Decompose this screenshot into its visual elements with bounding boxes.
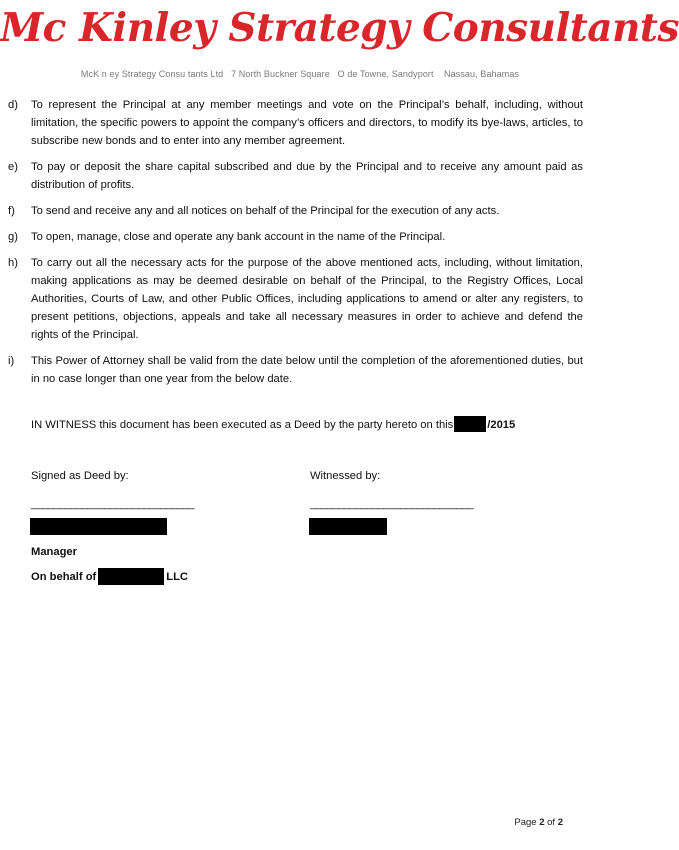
clause-f bbox=[8, 202, 583, 220]
on-behalf-suffix: LLC bbox=[166, 571, 189, 583]
page-current: 2 bbox=[539, 817, 545, 828]
redacted-company-name bbox=[98, 568, 164, 585]
company-address: McK n ey Strategy Consu tants Ltd 7 North Buckner Square O de Towne, Sandyport Nassau, Bahamas bbox=[80, 69, 520, 79]
clause-text: To represent the Principal at any member meetings and vote on the Principal’s behalf, including, without limitation, the specific powers to appoint the company’s officers and directors, to modify its bye-laws, articles, to subscribe new bonds and to enter into any member agreement. bbox=[31, 99, 583, 147]
page-prefix: Page bbox=[514, 817, 537, 828]
clause-i bbox=[8, 352, 583, 388]
clause-letter: f) bbox=[8, 205, 15, 217]
page-total: 2 bbox=[557, 817, 563, 828]
clause-text: To send and receive any and all notices on behalf of the Principal for the execution of any acts. bbox=[31, 205, 500, 217]
clause-text: To open, manage, close and operate any bank account in the name of the Principal. bbox=[31, 231, 446, 243]
clause-h bbox=[8, 254, 583, 344]
company-logo: Mc Kinley Strategy Consultants bbox=[0, 5, 679, 51]
redacted-signer-name bbox=[30, 518, 167, 535]
clause-letter: h) bbox=[8, 257, 18, 269]
clause-g bbox=[8, 228, 583, 246]
clause-letter: i) bbox=[8, 355, 15, 367]
clause-d bbox=[8, 96, 583, 150]
signature-line-signer: _____________________________ bbox=[31, 498, 195, 510]
page-of: of bbox=[547, 817, 556, 828]
on-behalf-prefix: On behalf of bbox=[31, 571, 97, 583]
clause-letter: e) bbox=[8, 161, 18, 173]
signature-line-witness: _____________________________ bbox=[310, 498, 474, 510]
signer-role: Manager bbox=[31, 546, 78, 558]
witnessed-by-label: Witnessed by: bbox=[310, 470, 381, 482]
clause-letter: d) bbox=[8, 99, 18, 111]
witness-text: IN WITNESS this document has been executed as a Deed by the party hereto on this bbox=[31, 419, 454, 431]
redacted-date bbox=[454, 416, 486, 432]
signed-as-deed-label: Signed as Deed by: bbox=[31, 470, 129, 482]
clause-e bbox=[8, 158, 583, 194]
clause-text: This Power of Attorney shall be valid from the date below until the completion of the aforementioned duties, but in no case longer than one year from the below date. bbox=[31, 355, 583, 385]
witness-year: /2015 bbox=[487, 419, 516, 431]
clause-letter: g) bbox=[8, 231, 18, 243]
clause-list bbox=[8, 96, 583, 396]
clause-text: To pay or deposit the share capital subscribed and due by the Principal and to receive any amount paid as distribution of profits. bbox=[31, 161, 583, 191]
clause-text: To carry out all the necessary acts for the purpose of the above mentioned acts, including, without limitation, making applications as may be deemed desirable on behalf of the Principal, to the Registry Offices, Local Authorities, Courts of Law, and other Public Offices, including applications to amend or alter any registers, to present petitions, objections, appeals and take all necessary measures in order to achieve and defend the rights of the Principal. bbox=[31, 257, 583, 341]
page-number bbox=[514, 817, 563, 828]
redacted-witness-name bbox=[309, 518, 387, 535]
witness-statement bbox=[31, 416, 515, 434]
on-behalf-line bbox=[31, 568, 188, 586]
